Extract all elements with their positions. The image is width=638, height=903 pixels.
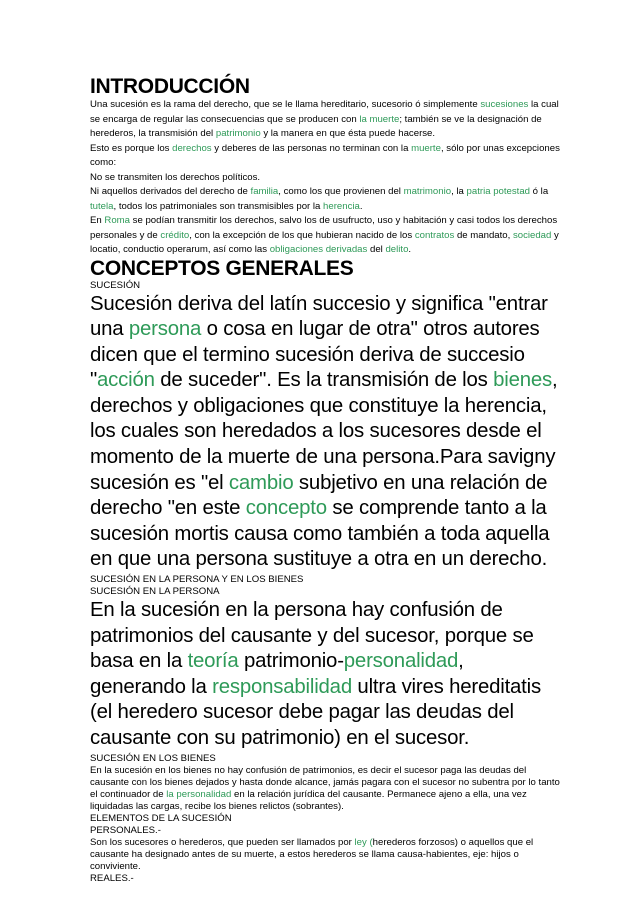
hyperlink[interactable]: Roma [104, 215, 130, 226]
hyperlink[interactable]: responsabilidad [212, 675, 352, 698]
hyperlink[interactable]: patria potestad [466, 186, 531, 197]
text-run: Una sucesión es la rama del derecho, que se le llama hereditario, sucesorio ó simplemente [90, 99, 481, 110]
hyperlink[interactable]: familia [250, 186, 279, 197]
text-run: y la manera en que ésta puede hacerse. [260, 128, 436, 139]
hyperlink[interactable]: la personalidad [166, 788, 232, 800]
text-run: Esto es porque los [90, 142, 173, 154]
text-run: En la sucesión en los bienes no hay confusión de patrimonios, es decir el sucesor paga las deudas del causante con los bienes dejados y hasta donde alcance, jamás pagara con el sucesor no subentra por lo tanto el continuador de [90, 764, 560, 800]
label-persona: SUCESIÓN EN LA PERSONA [90, 586, 220, 598]
text-run: En la sucesión en la persona hay confusión de patrimonios del causante y del sucesor, porque se basa en la [90, 599, 534, 673]
persona-paragraph [90, 598, 560, 752]
hyperlink[interactable]: cambio [228, 471, 294, 494]
hyperlink[interactable]: patrimonio [215, 128, 261, 139]
label-reales: REALES.- [90, 872, 134, 884]
hyperlink[interactable]: ley ( [354, 836, 373, 848]
text-run: subjetivo en una relación de derecho "en este [90, 471, 548, 520]
hyperlink[interactable]: persona [128, 318, 202, 341]
text-run: y locatio, conductio operarum, así como las [90, 229, 559, 255]
intro-heading: INTRODUCCIÓN [90, 75, 250, 98]
text-run: del [367, 244, 386, 255]
hyperlink[interactable]: acción [97, 369, 155, 392]
text-run: o cosa en lugar de otra" otros autores dicen que el termino sucesión deriva de succesio " [90, 318, 540, 392]
hyperlink[interactable]: bienes [493, 369, 553, 392]
text-run: se podían transmitir los derechos, salvo los de usufructo, uso y habitación y casi todos los derechos personales y de [90, 215, 558, 241]
text-run: en la relación jurídica del causante. Permanece ajeno a ella, una vez liquidadas las cargas, recibe los bienes relictos (sobrantes). [90, 788, 527, 812]
text-run: , todos los patrimoniales son transmisibles por la [113, 200, 324, 212]
text-run: En [90, 215, 105, 226]
text-run: Ni aquellos derivados del derecho de [90, 186, 251, 197]
hyperlink[interactable]: tutela [90, 200, 114, 212]
hyperlink[interactable]: sociedad [512, 229, 552, 241]
text-run: Son los sucesores o herederos, que pueden ser llamados por [90, 836, 355, 848]
text-run: , la [451, 186, 467, 197]
hyperlink[interactable]: personalidad [343, 650, 459, 673]
text-run: , generando la [90, 650, 464, 698]
label-personales: PERSONALES.- [90, 824, 161, 836]
label-elementos: ELEMENTOS DE LA SUCESIÓN [90, 812, 232, 824]
text-run: la cual se encarga de regular las consecuencias que se producen con [90, 99, 559, 125]
text-run: No se transmiten los derechos políticos. [90, 171, 261, 183]
text-run: , con la excepción de los que hubieran nacido de los [189, 229, 415, 241]
hyperlink[interactable]: teoría [187, 650, 239, 673]
hyperlink[interactable]: sucesiones [480, 99, 529, 110]
text-run: ultra vires hereditatis (el heredero sucesor debe pagar las deudas del causante con su patrimonio) en el sucesor. [90, 675, 541, 749]
text-run: ; también se ve la designación de herederos, la transmisión del [90, 113, 542, 139]
text-run: de suceder". Es la transmisión de los [154, 369, 494, 392]
intro-paragraph-2 [90, 142, 560, 171]
intro-paragraph-1 [90, 98, 560, 142]
text-run: se comprende tanto a la sucesión mortis causa como también a toda aquella en que una persona sustituye a otra en un derecho. [90, 497, 550, 571]
document-page [90, 76, 560, 885]
label-persona-bienes: SUCESIÓN EN LA PERSONA Y EN LOS BIENES [90, 574, 304, 586]
hyperlink[interactable]: crédito [160, 229, 190, 241]
label-sucesion: SUCESIÓN [90, 279, 141, 291]
text-run: y deberes de las personas no terminan con la [211, 142, 412, 154]
intro-paragraph-5 [90, 214, 560, 258]
hyperlink[interactable]: herencia [323, 200, 360, 212]
text-run: herederos forzosos) o aquellos que el causante ha designado antes de su muerte, a estos herederos se llama causa-habientes, eje: hijos o conviviente. [90, 836, 534, 872]
text-run: , como los que provienen del [278, 186, 404, 197]
label-bienes: SUCESIÓN EN LOS BIENES [90, 752, 216, 764]
hyperlink[interactable]: obligaciones derivadas [269, 244, 368, 255]
text-run: . [359, 200, 363, 212]
text-run: , derechos y obligaciones que constituye la herencia, los cuales son heredados a los sucesores desde el momento de la muerte de una persona.Para savigny sucesión es "el [90, 369, 558, 494]
bienes-paragraph [90, 765, 560, 813]
intro-paragraph-4 [90, 185, 560, 214]
text-run: , sólo por unas excepciones como: [90, 142, 560, 168]
text-run: Sucesión deriva del latín succesio y significa "entrar una [90, 292, 548, 341]
text-run: patrimonio- [238, 650, 344, 673]
hyperlink[interactable]: matrimonio [403, 186, 452, 197]
text-run: ó la [530, 186, 549, 197]
hyperlink[interactable]: la muerte [359, 113, 400, 125]
intro-paragraph-3 [90, 171, 560, 186]
hyperlink[interactable]: contratos [414, 229, 455, 241]
conceptos-heading: CONCEPTOS GENERALES [90, 256, 354, 280]
personales-paragraph [90, 837, 560, 873]
text-run: de mandato, [454, 229, 513, 241]
hyperlink[interactable]: derechos [172, 142, 212, 154]
text-run: . [408, 244, 412, 255]
hyperlink[interactable]: delito [385, 244, 409, 255]
hyperlink[interactable]: muerte [411, 142, 441, 154]
hyperlink[interactable]: concepto [245, 497, 327, 520]
sucesion-definition [90, 292, 560, 574]
